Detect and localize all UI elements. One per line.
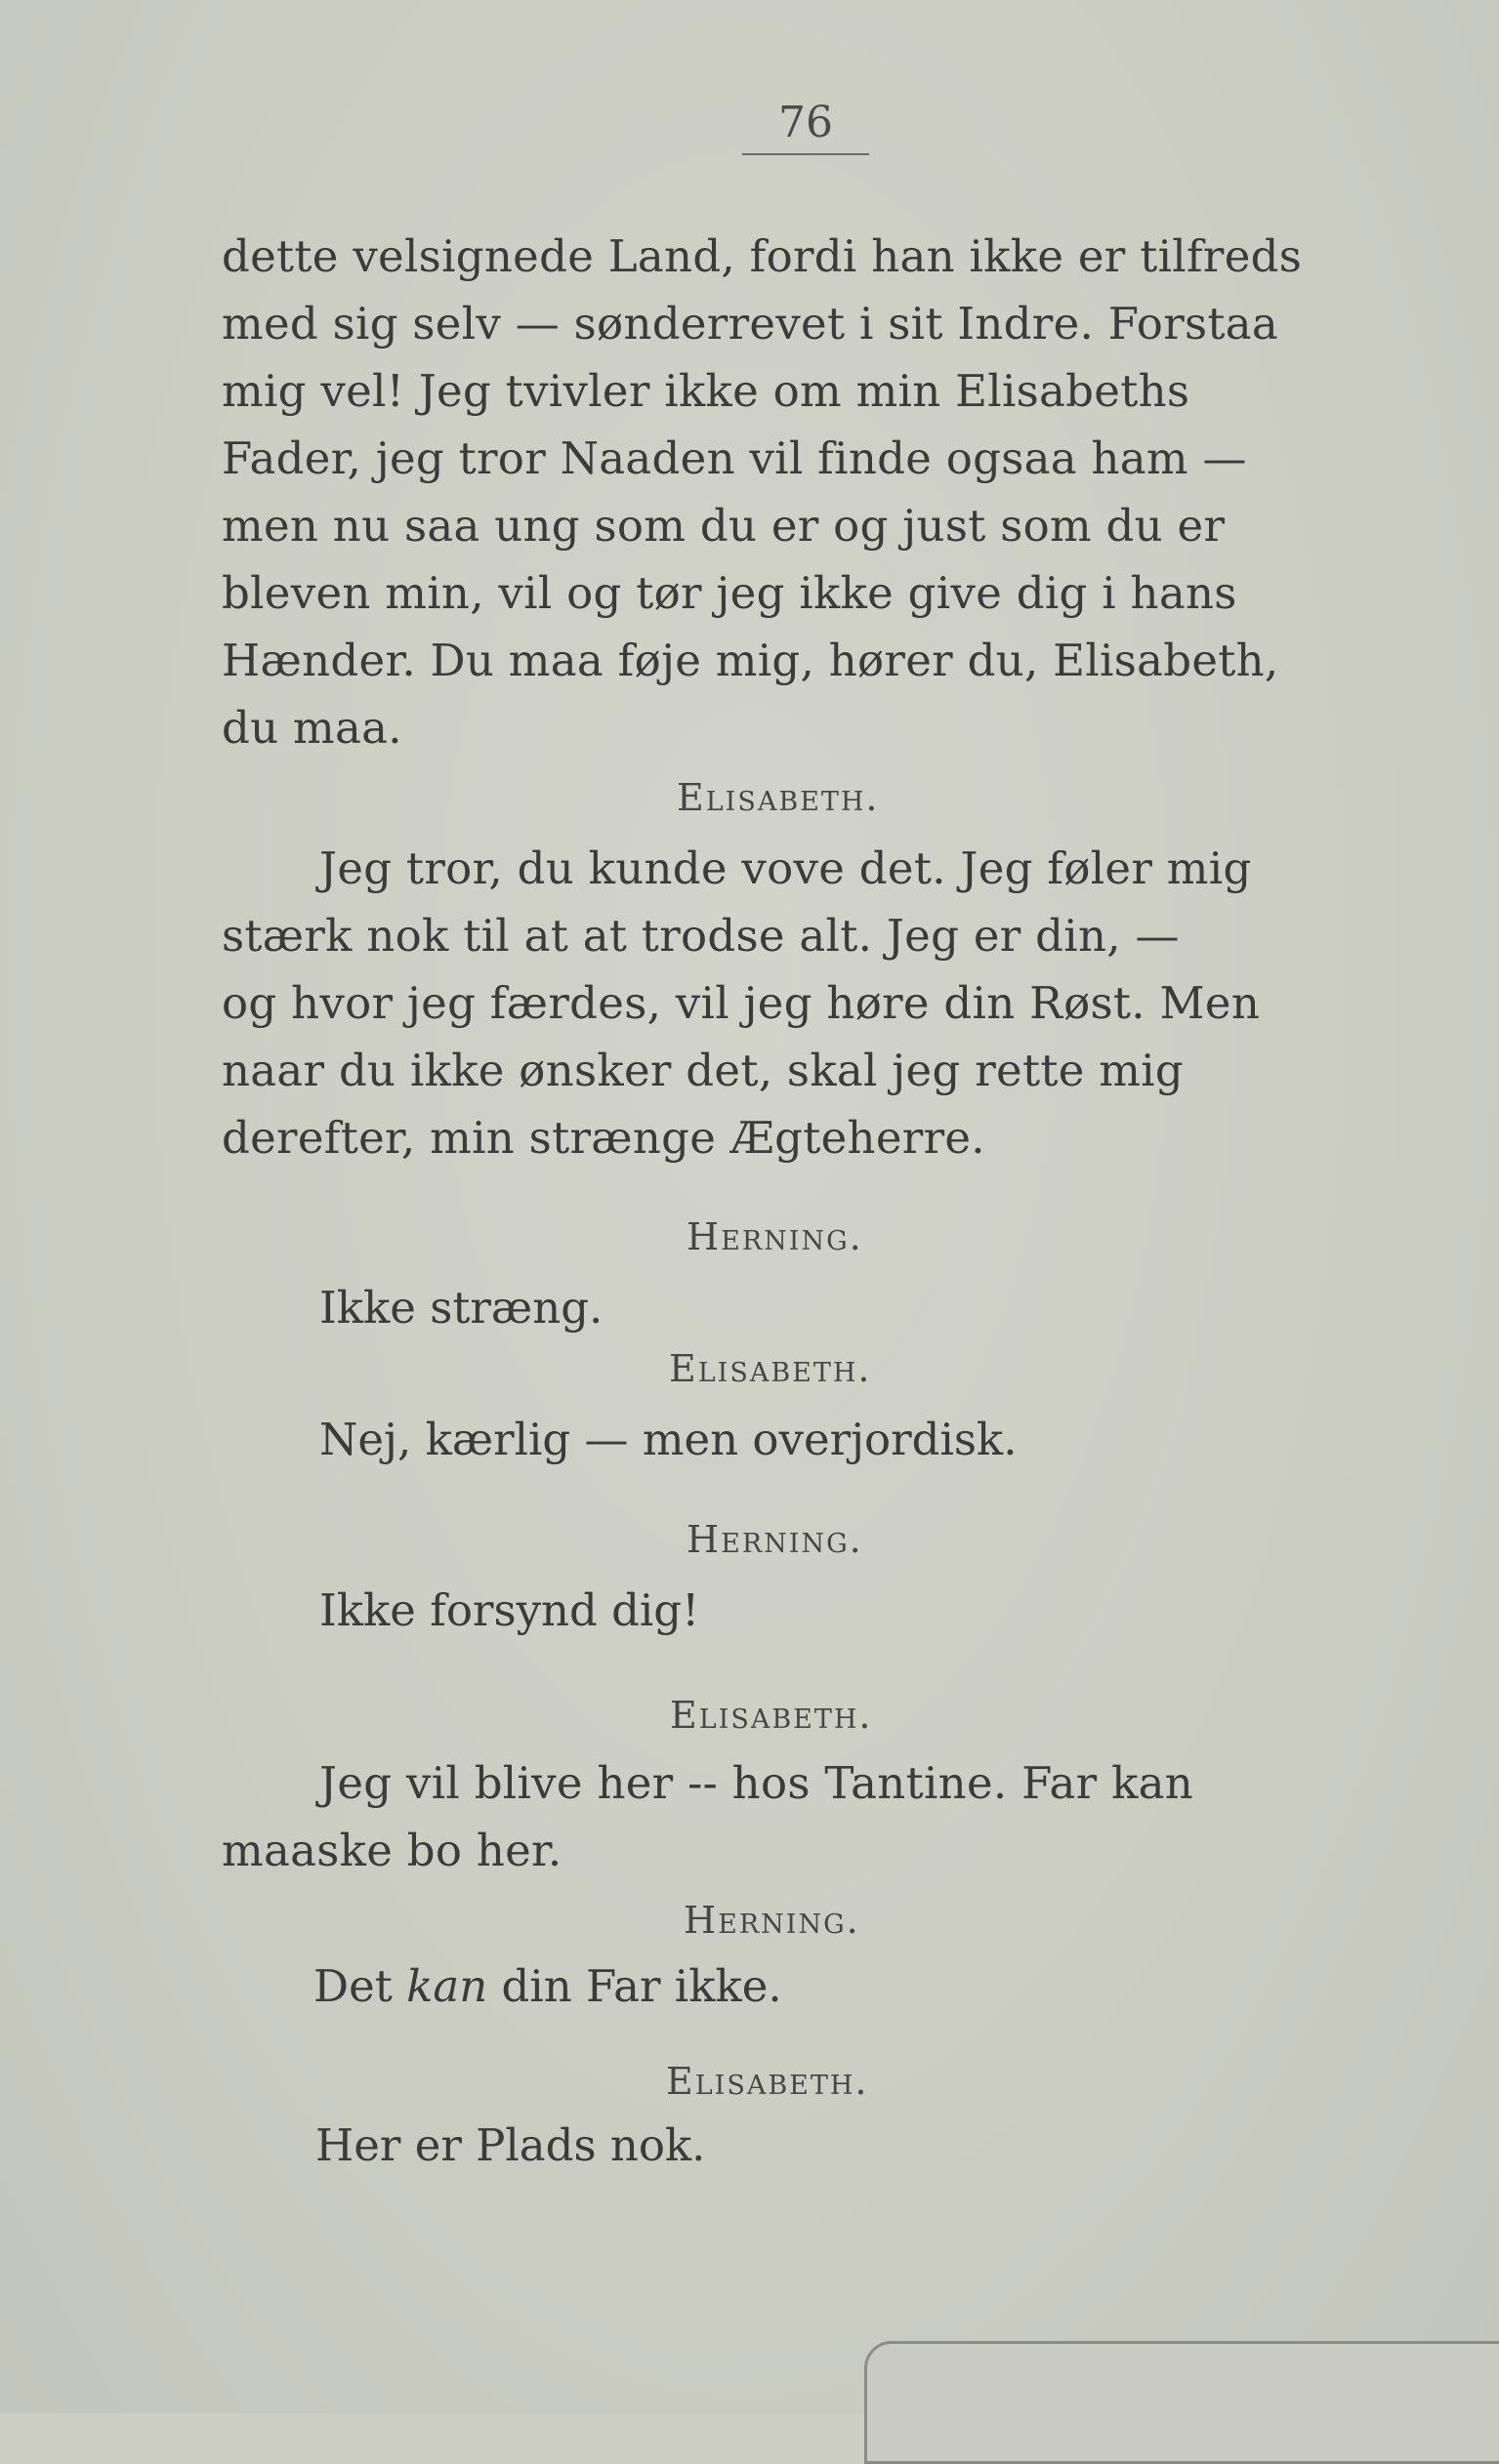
text-line: men nu saa ung som du er og just som du er: [222, 500, 1226, 552]
text-line: Hænder. Du maa føje mig, hører du, Elisabeth,: [222, 635, 1279, 686]
speaker-heading: Herning.: [684, 1899, 860, 1942]
speaker-heading: Elisabeth.: [669, 1347, 872, 1390]
speaker-heading: Elisabeth.: [670, 1694, 873, 1737]
dialogue-line: Her er Plads nok.: [315, 2119, 706, 2171]
text-line: derefter, min strænge Ægteherre.: [222, 1112, 985, 1164]
speaker-heading: Elisabeth.: [666, 2060, 869, 2103]
emphasized-word: kan: [406, 1960, 488, 2012]
page-number: 76: [742, 98, 869, 155]
passage-2: [222, 835, 1379, 1171]
page-tab-edge: [864, 2341, 1499, 2464]
text-line: du maa.: [222, 702, 402, 754]
text-line: Fader, jeg tror Naaden vil finde ogsaa ham —: [222, 432, 1247, 484]
line-text-after: din Far ikke.: [487, 1960, 782, 2012]
text-line: med sig selv — sønderrevet i sit Indre. Forstaa: [222, 298, 1279, 349]
speaker-heading: Herning.: [687, 1518, 863, 1561]
text-line: og hvor jeg færdes, vil jeg høre din Røst. Men: [222, 977, 1261, 1029]
passage-6: [222, 1749, 1379, 1884]
dialogue-line: Ikke stræng.: [319, 1282, 604, 1334]
text-line: mig vel! Jeg tvivler ikke om min Elisabeths: [222, 365, 1190, 417]
text-line: stærk nok til at at trodse alt. Jeg er din, —: [222, 910, 1180, 962]
speaker-heading: Elisabeth.: [677, 776, 880, 819]
text-line: Jeg vil blive her -- hos Tantine. Far kan: [319, 1757, 1194, 1809]
text-line: Jeg tror, du kunde vove det. Jeg føler mig: [319, 842, 1252, 894]
text-line: bleven min, vil og tør jeg ikke give dig i hans: [222, 567, 1237, 619]
dialogue-line: Nej, kærlig — men overjordisk.: [319, 1414, 1018, 1465]
passage-1: [222, 223, 1379, 761]
dialogue-line: Ikke forsynd dig!: [319, 1584, 700, 1636]
speaker-heading: Herning.: [687, 1215, 863, 1258]
line-text-before: Det: [313, 1960, 407, 2012]
dialogue-line: [313, 1952, 782, 2020]
text-line: dette velsignede Land, fordi han ikke er tilfreds: [222, 230, 1303, 282]
text-line: maaske bo her.: [222, 1825, 562, 1876]
text-line: naar du ikke ønsker det, skal jeg rette mig: [222, 1045, 1185, 1096]
